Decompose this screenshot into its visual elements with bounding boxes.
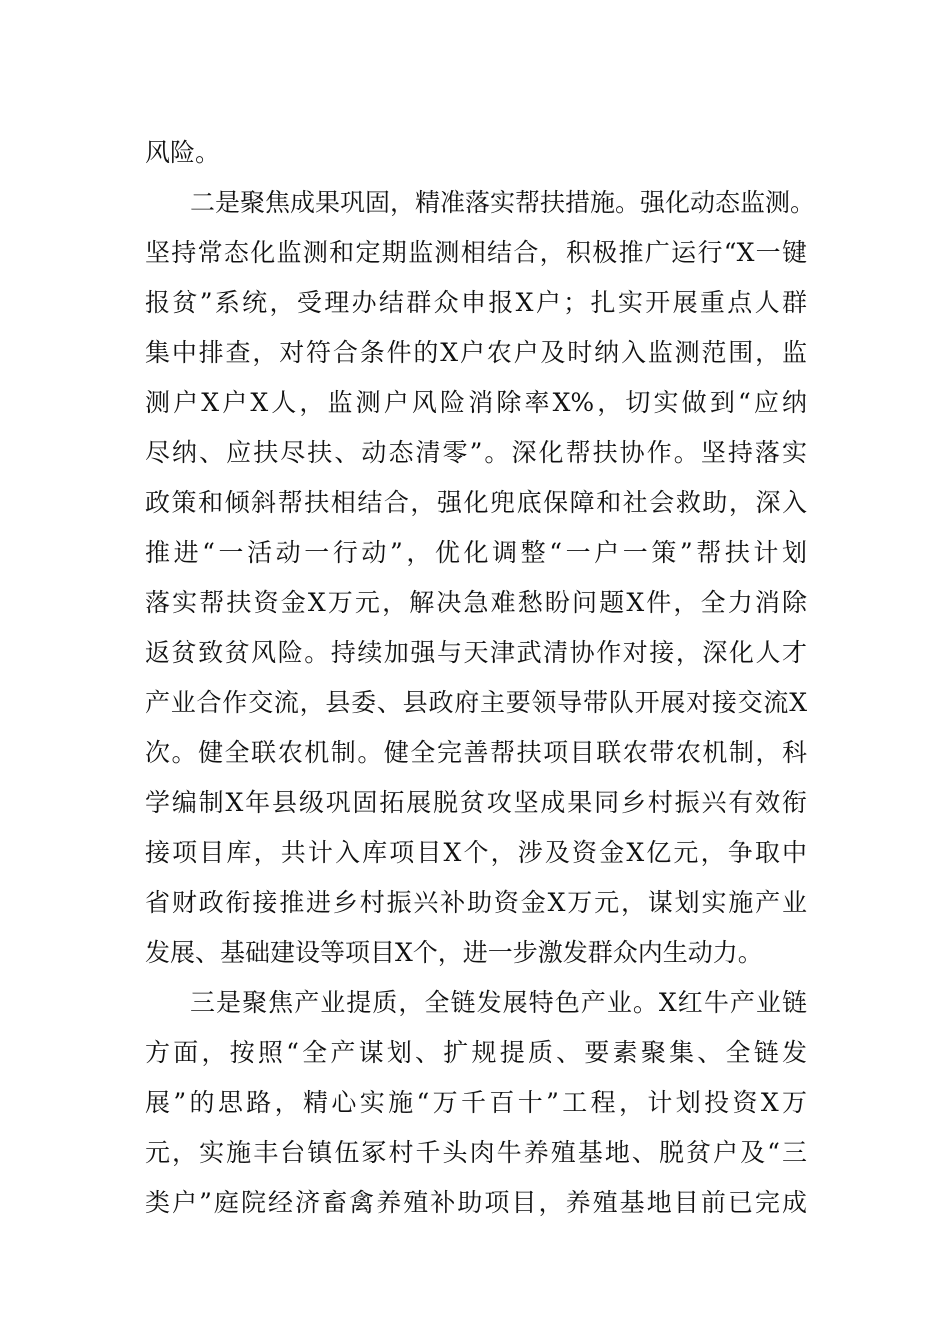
text-line-4: 报贫”系统，受理办结群众申报X户；扎实开展重点人群: [145, 288, 807, 317]
text-line-20: 展”的思路，精心实施“万千百十”工程，计划投资X万: [145, 1088, 807, 1117]
text-line-21: 元，实施丰台镇伍冢村千头肉牛养殖基地、脱贫户及“三: [145, 1138, 807, 1167]
text-line-22: 类户”庭院经济畜禽养殖补助项目，养殖基地目前已完成: [145, 1188, 807, 1217]
text-line-18: 三是聚焦产业提质，全链发展特色产业。X红牛产业链: [190, 988, 807, 1017]
text-line-15: 接项目库，共计入库项目X个，涉及资金X亿元，争取中: [145, 838, 807, 867]
text-line-16: 省财政衔接推进乡村振兴补助资金X万元，谋划实施产业: [145, 888, 807, 917]
text-line-3: 坚持常态化监测和定期监测相结合，积极推广运行“X一键: [145, 238, 807, 267]
text-line-17: 发展、基础建设等项目X个，进一步激发群众内生动力。: [145, 938, 763, 967]
text-line-7: 尽纳、应扶尽扶、动态清零”。深化帮扶协作。坚持落实: [145, 438, 807, 467]
text-line-2: 二是聚焦成果巩固，精准落实帮扶措施。强化动态监测。: [190, 188, 816, 217]
text-line-6: 测户X户X人，监测户风险消除率X%，切实做到“应纳: [145, 388, 807, 417]
text-line-1: 风险。: [145, 138, 221, 167]
text-line-14: 学编制X年县级巩固拓展脱贫攻坚成果同乡村振兴有效衔: [145, 788, 807, 817]
text-line-10: 落实帮扶资金X万元，解决急难愁盼问题X件，全力消除: [145, 588, 807, 617]
text-line-11: 返贫致贫风险。持续加强与天津武清协作对接，深化人才: [145, 638, 807, 667]
text-line-9: 推进“一活动一行动”，优化调整“一户一策”帮扶计划: [145, 538, 807, 567]
text-line-13: 次。健全联农机制。健全完善帮扶项目联农带农机制，科: [145, 738, 807, 767]
text-line-5: 集中排查，对符合条件的X户农户及时纳入监测范围，监: [145, 338, 807, 367]
text-line-19: 方面，按照“全产谋划、扩规提质、要素聚集、全链发: [145, 1038, 807, 1067]
text-line-12: 产业合作交流，县委、县政府主要领导带队开展对接交流X: [145, 688, 807, 717]
body-text: [0, 128, 950, 1228]
text-line-8: 政策和倾斜帮扶相结合，强化兜底保障和社会救助，深入: [145, 488, 807, 517]
